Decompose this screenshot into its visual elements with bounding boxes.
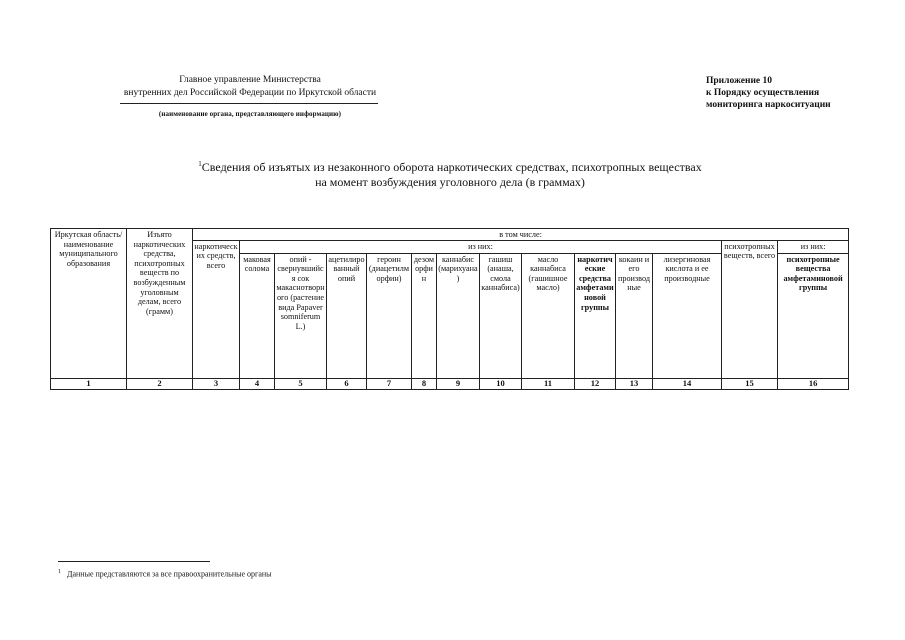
issuing-authority — [100, 74, 400, 99]
column-number: 15 — [722, 378, 778, 389]
title-line-1: Сведения об изъятых из незаконного оборота наркотических средствах, психотропных веществах — [201, 160, 702, 174]
column-number: 10 — [480, 378, 522, 389]
header-acetylated-opium: ацетилированный опий — [327, 253, 367, 378]
appendix-line-2: к Порядку осуществления — [706, 88, 820, 98]
column-number: 16 — [778, 378, 849, 389]
title-line-2: на момент возбуждения уголовного дела (в граммах) — [315, 175, 585, 189]
footnote-text: Данные представляются за все правоохранительные органы — [67, 569, 272, 579]
column-number: 4 — [240, 378, 275, 389]
header-of-them-narcotics: из них: — [240, 240, 722, 253]
header-amphetamine-narcotics: наркотические средства амфетаминовой группы — [575, 253, 616, 378]
ministry-line-1: Главное управление Министерства — [179, 75, 321, 85]
seizure-table — [50, 228, 849, 390]
title-footnote-marker: 1 — [198, 160, 202, 168]
header-cannabis: каннабис (марихуана) — [437, 253, 480, 378]
header-heroin: героин (диацетилморфин) — [367, 253, 412, 378]
column-number: 6 — [327, 378, 367, 389]
header-of-them-psychotropic: из них: — [778, 240, 849, 253]
header-total-seized: Изъято наркотических средства, психотропных веществ по возбужденным уголовным делам, всего (грамм) — [127, 229, 193, 379]
footnote-separator — [58, 561, 210, 562]
column-number: 5 — [275, 378, 327, 389]
column-number: 13 — [616, 378, 653, 389]
header-including: в том числе: — [193, 229, 849, 241]
column-number: 8 — [412, 378, 437, 389]
column-number: 1 — [51, 378, 127, 389]
header-lsd: лизергиновая кислота и ее производные — [653, 253, 722, 378]
header-narcotics-total: наркотических средств, всего — [193, 240, 240, 378]
column-number: 7 — [367, 378, 412, 389]
footnote — [58, 566, 272, 581]
header-cannabis-oil: масло каннабиса (гашишное масло) — [522, 253, 575, 378]
column-number: 3 — [193, 378, 240, 389]
header-psychotropic-amphetamine: психотропные вещества амфетаминовой группы — [778, 253, 849, 378]
header-psychotropic-total: психотропных веществ, всего — [722, 240, 778, 378]
header-cocaine: кокаин и его производные — [616, 253, 653, 378]
header-desomorphine: дезоморфин — [412, 253, 437, 378]
column-number: 11 — [522, 378, 575, 389]
column-number: 9 — [437, 378, 480, 389]
authority-caption: (наименование органа, представляющего информацию) — [158, 110, 342, 118]
footnote-marker: 1 — [58, 569, 61, 575]
header-hashish: гашиш (анаша, смола каннабиса) — [480, 253, 522, 378]
column-number: 14 — [653, 378, 722, 389]
header-poppy-straw: маковая солома — [240, 253, 275, 378]
authority-underline — [120, 103, 378, 104]
appendix-line-3: мониторинга наркоситуации — [706, 100, 831, 110]
column-number: 12 — [575, 378, 616, 389]
header-region: Иркутская область/ наименование муниципального образования — [51, 229, 127, 379]
ministry-line-2: внутренних дел Российской Федерации по Иркутской области — [123, 87, 377, 98]
appendix-note — [706, 75, 866, 111]
header-opium: опий - свернувшийся сок макаснотворного (растение вида Papaver somniferum L.) — [275, 253, 327, 378]
appendix-line-1: Приложение 10 — [706, 76, 773, 86]
column-number: 2 — [127, 378, 193, 389]
document-title — [150, 157, 750, 190]
